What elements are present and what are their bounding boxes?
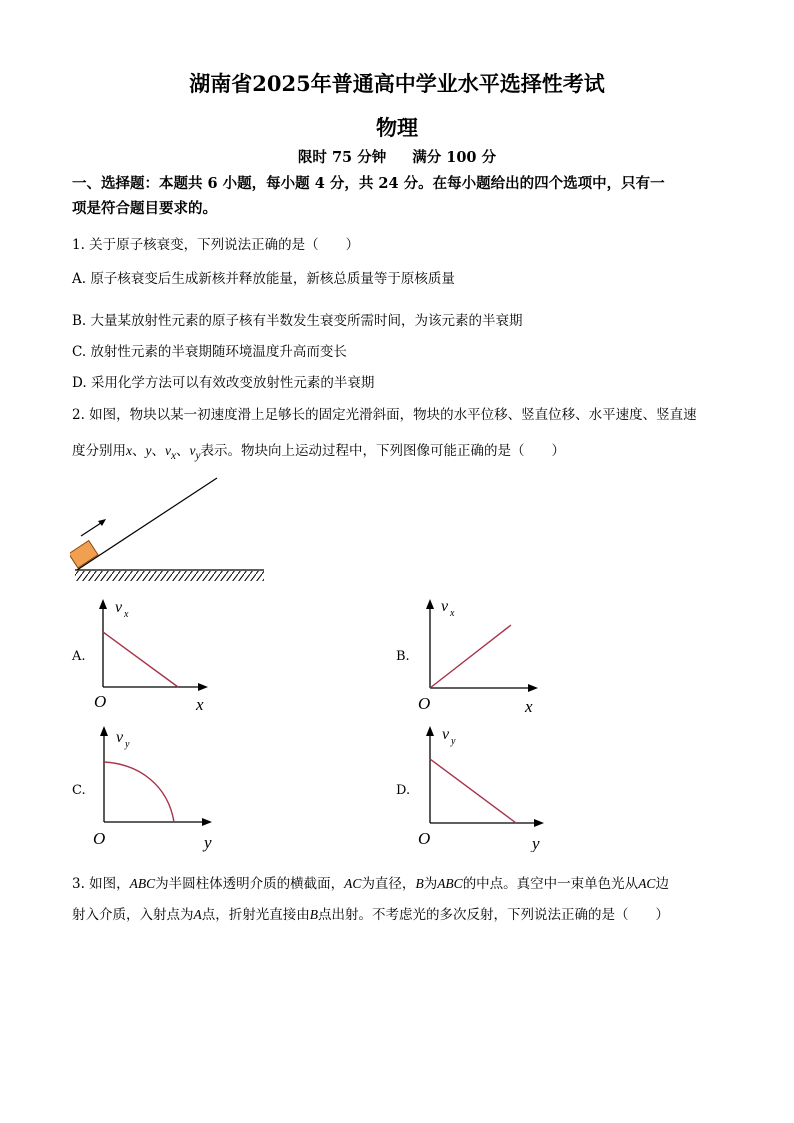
graph-c-origin: O [93,829,106,848]
graph-c-curve [104,762,174,822]
q1-stem: 1. 关于原子核衰变，下列说法正确的是（ ） [72,237,360,253]
exam-title: 湖南省2025年普通高中学业水平选择性考试 [189,71,605,96]
q1-option-b: B. 大量某放射性元素的原子核有半数发生衰变所需时间，为该元素的半衰期 [72,313,523,329]
q3-stem-line1: 3. 如图，ABC为半圆柱体透明介质的横截面，AC为直径，B为ABC的中点。真空中一束单色光从AC边 [72,876,669,892]
graph-c-xaxis: y [204,833,212,852]
graph-b-xaxis: x [525,697,533,716]
full-score: 满分 100 分 [412,149,497,166]
q1-option-c: C. 放射性元素的半衰期随环境温度升高而变长 [72,344,347,360]
q1-option-a: A. 原子核衰变后生成新核并释放能量，新核总质量等于原核质量 [72,271,455,287]
graph-a-label: A. [72,649,86,664]
graph-c-yaxis: v [116,729,124,746]
graph-c [90,722,225,852]
graph-b-label: B. [396,649,410,664]
graph-b-origin: O [418,694,431,713]
velocity-arrow-head [98,519,106,526]
graph-c-label: C. [72,783,86,798]
graph-a-ysub: x [124,609,129,620]
graph-d-ysub: y [451,736,456,747]
graph-a-yaxis: v [115,599,123,616]
section-heading-line1: 一、选择题：本题共 6 小题，每小题 4 分，共 24 分。在每小题给出的四个选项中，只有一 [72,175,665,192]
graph-a-origin: O [94,692,107,711]
incline-line [77,478,217,570]
graph-d-yaxis: v [442,726,450,743]
graph-d-xaxis: y [532,834,540,852]
graph-b-yaxis: v [441,598,449,615]
graph-b-line [430,625,511,688]
graph-a-line [103,632,178,687]
graph-c-ysub: y [125,739,130,750]
time-limit: 限时 75 分钟 [297,149,387,166]
block [70,541,98,568]
ground-hatch [75,571,264,581]
q3-stem-line2: 射入介质，入射点为A点，折射光直接由B点出射。不考虑光的多次反射，下列说法正确的是（ ） [72,907,669,923]
graph-d-label: D. [396,783,411,798]
subject-title: 物理 [376,115,418,140]
q2-stem-line2: 度分别用x、y、$v_x$、$v_y$表示。物块向上运动过程中，下列图像可能正确的是（ ） [72,443,565,462]
graph-d-origin: O [418,829,431,848]
graph-d [416,722,556,852]
q2-stem-line1: 2. 如图，物块以某一初速度滑上足够长的固定光滑斜面，物块的水平位移、竖直位移、水平速度、竖直速 [72,407,697,423]
exam-meta [0,146,794,167]
section-heading-line2: 项是符合题目要求的。 [72,200,217,217]
graph-d-line [430,759,516,823]
graph-a [90,595,220,715]
incline-figure [70,470,270,585]
graph-a-xaxis: x [196,695,204,714]
graph-b-ysub: x [450,608,455,619]
graph-b [416,595,551,720]
q1-option-d: D. 采用化学方法可以有效改变放射性元素的半衰期 [72,375,375,391]
